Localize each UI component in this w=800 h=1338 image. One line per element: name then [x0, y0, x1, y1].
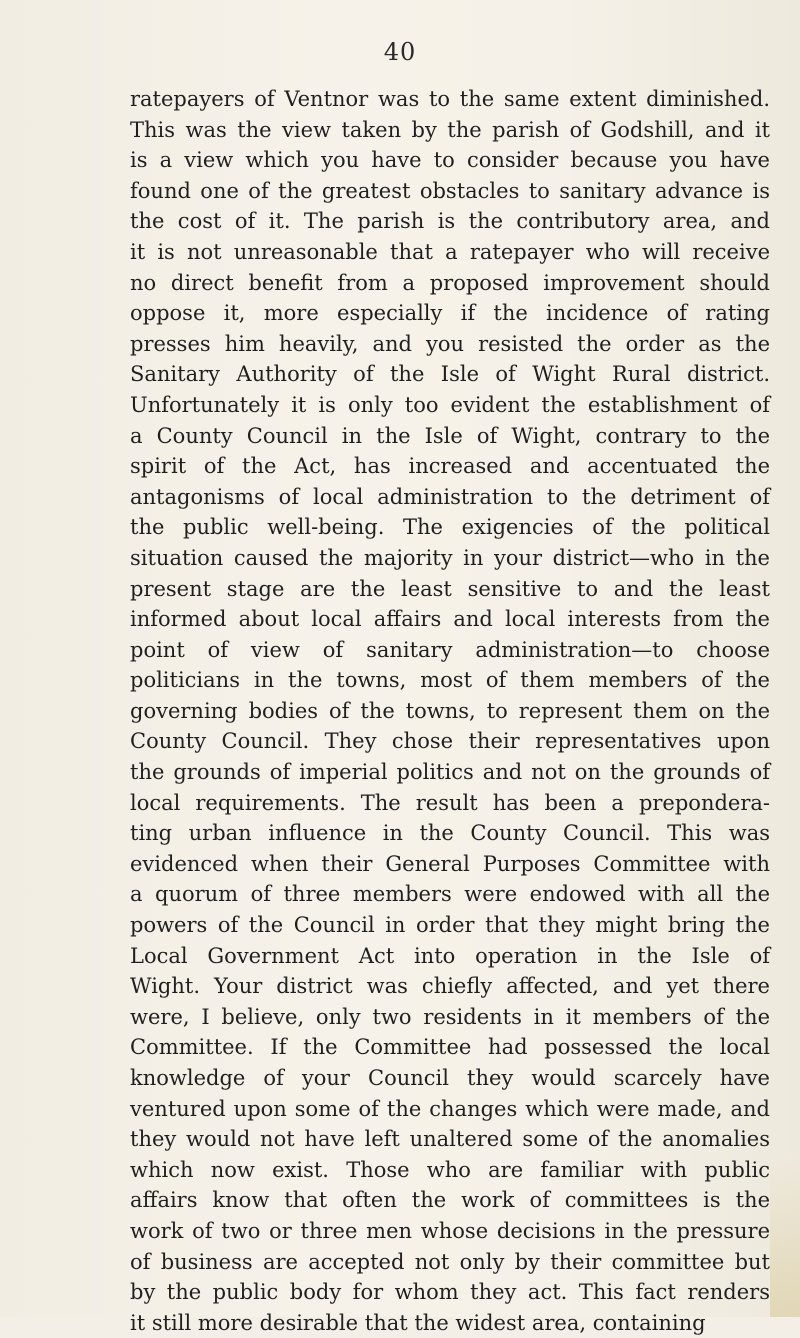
- text-line: is a view which you have to consider because you have: [130, 148, 770, 173]
- text-line: no direct benefit from a proposed improvement should: [130, 270, 770, 295]
- text-line: work of two or three men whose decisions in the pressure: [130, 1218, 770, 1243]
- text-line: informed about local affairs and local interests from the: [130, 607, 770, 632]
- text-line: presses him heavily, and you resisted the order as the: [130, 331, 770, 356]
- text-line: they would not have left unaltered some of the anomalies: [130, 1127, 770, 1152]
- text-line: Committee. If the Committee had possessed the local: [130, 1035, 770, 1060]
- text-line: the public well-being. The exigencies of the political: [130, 515, 770, 540]
- text-line: a quorum of three members were endowed with all the: [130, 882, 770, 907]
- text-line: of business are accepted not only by their committee but: [130, 1249, 770, 1274]
- body-text: [130, 84, 770, 1338]
- text-line: present stage are the least sensitive to and the least: [130, 576, 770, 601]
- text-line: Unfortunately it is only too evident the establishment of: [130, 392, 770, 417]
- text-line: were, I believe, only two residents in it members of the: [130, 1004, 770, 1029]
- text-line: which now exist. Those who are familiar with public: [130, 1157, 770, 1182]
- text-line: a County Council in the Isle of Wight, contrary to the: [130, 423, 770, 448]
- text-line: oppose it, more especially if the incidence of rating: [130, 301, 770, 326]
- text-line: politicians in the towns, most of them members of the: [130, 668, 770, 693]
- text-line: Sanitary Authority of the Isle of Wight Rural district.: [130, 362, 770, 387]
- text-line: found one of the greatest obstacles to sanitary advance is: [130, 178, 770, 203]
- text-line: it still more desirable that the widest area, containing: [130, 1310, 706, 1335]
- text-line: point of view of sanitary administration—to choose: [130, 637, 770, 662]
- text-line: antagonisms of local administration to the detriment of: [130, 484, 770, 509]
- text-line: ratepayers of Ventnor was to the same extent diminished.: [130, 87, 770, 111]
- text-line: ting urban influence in the County Council. This was: [130, 821, 770, 846]
- text-line: it is not unreasonable that a ratepayer who will receive: [130, 239, 770, 264]
- text-line: County Council. They chose their representatives upon: [130, 729, 770, 754]
- text-line: governing bodies of the towns, to represent them on the: [130, 698, 770, 723]
- text-line: ventured upon some of the changes which were made, and: [130, 1096, 770, 1121]
- text-line: powers of the Council in order that they might bring the: [130, 913, 770, 938]
- text-line: Wight. Your district was chiefly affected, and yet there: [130, 974, 770, 999]
- text-line: the cost of it. The parish is the contributory area, and: [130, 209, 770, 234]
- text-line: local requirements. The result has been a prepondera-: [130, 790, 770, 815]
- text-line: This was the view taken by the parish of Godshill, and it: [130, 117, 770, 142]
- page-number: 40: [383, 38, 417, 66]
- text-line: affairs know that often the work of committees is the: [130, 1188, 770, 1213]
- text-line: situation caused the majority in your district—who in the: [130, 545, 770, 570]
- text-line: Local Government Act into operation in the Isle of: [130, 943, 770, 968]
- text-line: knowledge of your Council they would scarcely have: [130, 1066, 770, 1090]
- text-line: by the public body for whom they act. This fact renders: [130, 1280, 770, 1305]
- paper-stain: [770, 1157, 800, 1317]
- text-line: evidenced when their General Purposes Committee with: [130, 851, 770, 876]
- text-line: the grounds of imperial politics and not on the grounds of: [130, 760, 770, 785]
- text-line: spirit of the Act, has increased and accentuated the: [130, 454, 770, 479]
